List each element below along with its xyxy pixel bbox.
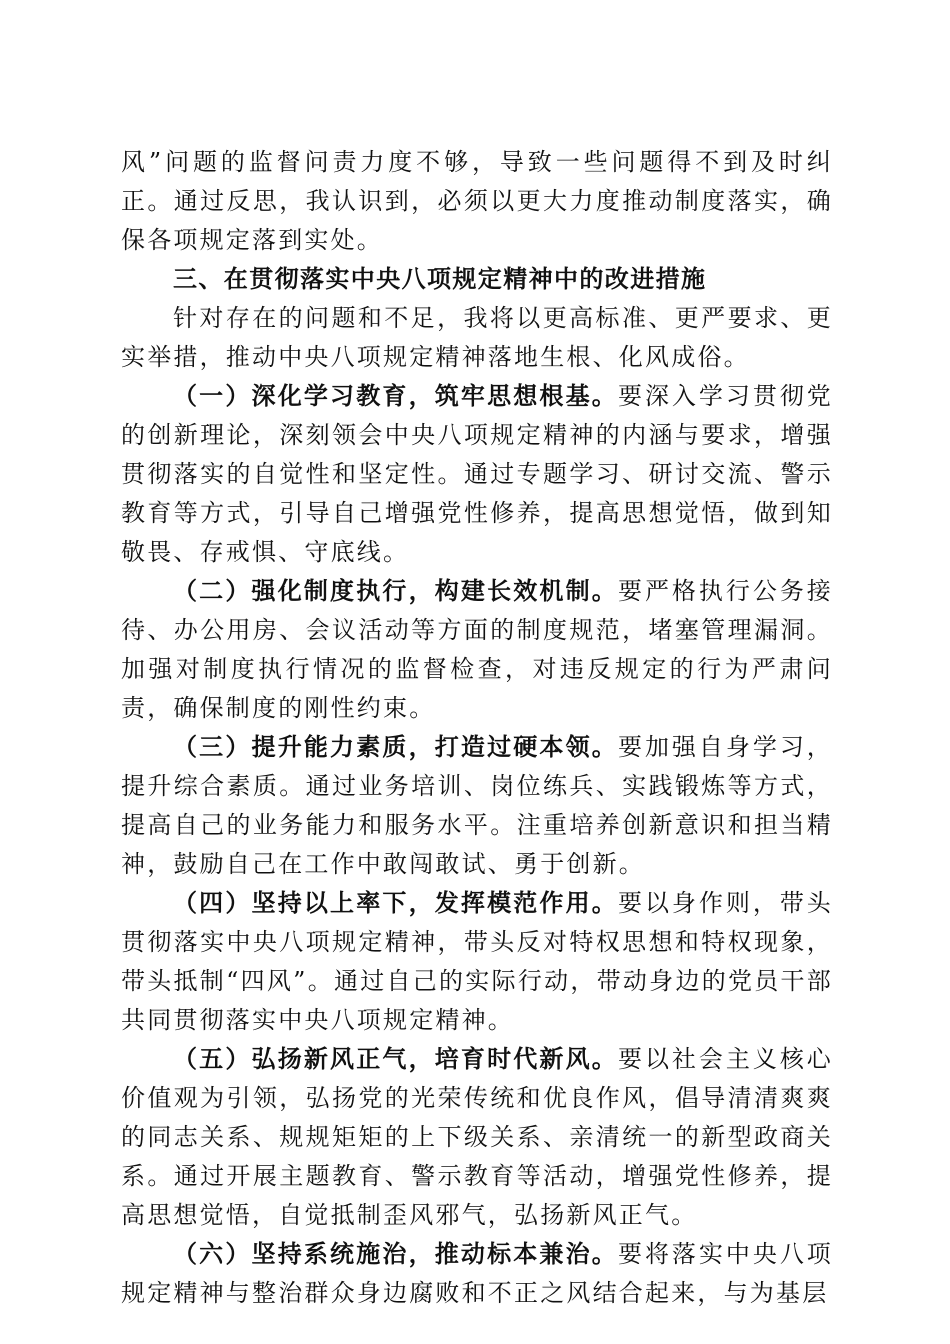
measure-body-5: 要以社会主义核心价值观为引领，弘扬党的光荣传统和优良作风，倡导清清爽爽的同志关系、规规矩矩的上下级关系、亲清统一的新型政商关系。通过开展主题教育、警示教育等活动，增强党性修养，提高思想觉悟，自觉抵制歪风邪气，弘扬新风正气。 xyxy=(121,1045,833,1229)
measure-paragraph-2 xyxy=(121,572,833,728)
measure-lead-6: （六）坚持系统施治，推动标本兼治。 xyxy=(173,1240,618,1268)
continuation-paragraph: 风”问题的监督问责力度不够，导致一些问题得不到及时纠正。通过反思，我认识到，必须以更大力度推动制度落实，确保各项规定落到实处。 xyxy=(121,148,833,254)
measure-body-3: 要加强自身学习，提升综合素质。通过业务培训、岗位练兵、实践锻炼等方式，提高自己的业务能力和服务水平。注重培养创新意识和担当精神，鼓励自己在工作中敢闯敢试、勇于创新。 xyxy=(121,733,833,878)
measure-lead-1: （一）深化学习教育，筑牢思想根基。 xyxy=(173,382,618,410)
measure-lead-5: （五）弘扬新风正气，培育时代新风。 xyxy=(173,1045,618,1073)
document-page xyxy=(121,143,833,1313)
measure-paragraph-3 xyxy=(121,728,833,884)
measure-lead-4: （四）坚持以上率下，发挥模范作用。 xyxy=(173,889,618,917)
section-heading: 三、在贯彻落实中央八项规定精神中的改进措施 xyxy=(173,265,707,293)
measure-body-2: 要严格执行公务接待、办公用房、会议活动等方面的制度规范，堵塞管理漏洞。加强对制度执行情况的监督检查，对违反规定的行为严肃问责，确保制度的刚性约束。 xyxy=(121,577,833,722)
measure-body-6: 要将落实中央八项规定精神与整治群众身边腐败和不正之风结合起来，与为基层 xyxy=(121,1240,833,1307)
measure-lead-3: （三）提升能力素质，打造过硬本领。 xyxy=(173,733,618,761)
intro-paragraph: 针对存在的问题和不足，我将以更高标准、更严要求、更实举措，推动中央八项规定精神落地生根、化风成俗。 xyxy=(121,304,833,371)
measure-lead-2: （二）强化制度执行，构建长效机制。 xyxy=(173,577,618,605)
measure-body-1: 要深入学习贯彻党的创新理论，深刻领会中央八项规定精神的内涵与要求，增强贯彻落实的自觉性和坚定性。通过专题学习、研讨交流、警示教育等方式，引导自己增强党性修养，提高思想觉悟，做到知敬畏、存戒惧、守底线。 xyxy=(121,382,833,566)
measure-paragraph-4 xyxy=(121,884,833,1040)
measure-paragraph-5 xyxy=(121,1040,833,1235)
measure-paragraph-1 xyxy=(121,377,833,572)
measure-paragraph-6 xyxy=(121,1235,833,1313)
measure-body-4: 要以身作则，带头贯彻落实中央八项规定精神，带头反对特权思想和特权现象，带头抵制“四风”。通过自己的实际行动，带动身边的党员干部共同贯彻落实中央八项规定精神。 xyxy=(121,889,833,1034)
